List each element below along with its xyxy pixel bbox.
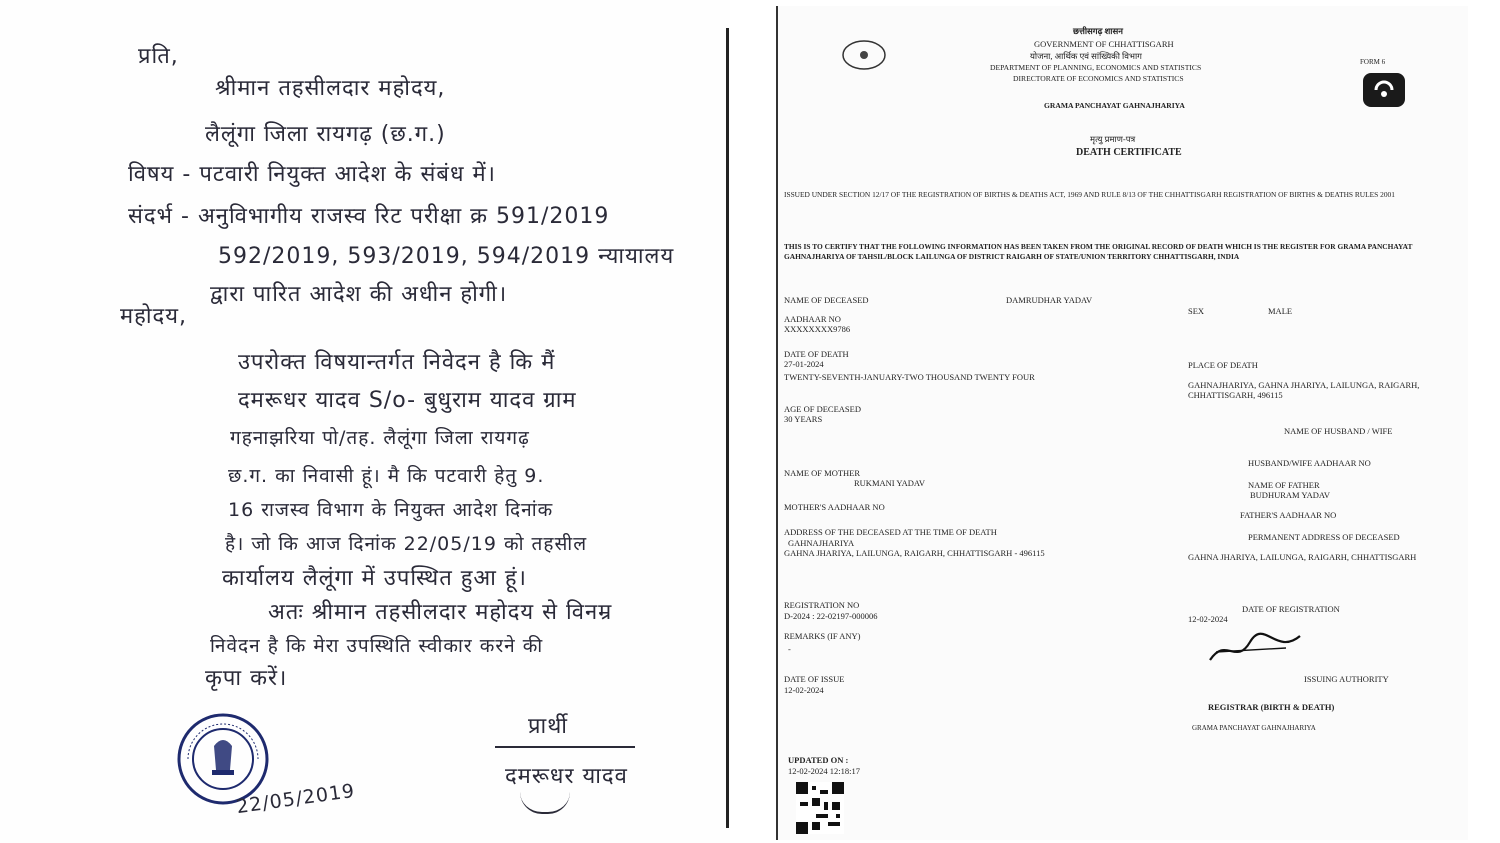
form-number: FORM 6 [1360, 58, 1386, 66]
crs-logo-icon [1362, 72, 1406, 108]
letter-body-line: गहनाझरिया पो/तह. लैलूंगा जिला रायगढ़ [230, 427, 530, 449]
aadhaar-label: AADHAAR NO [784, 314, 841, 324]
hindi-dept: योजना, आर्थिक एवं सांख्यिकी विभाग [1030, 51, 1142, 61]
letter-line: लैलूंगा जिला रायगढ़ (छ.ग.) [205, 122, 446, 147]
letter-body-line: कृपा करें। [205, 666, 288, 691]
date-of-issue-value: 12-02-2024 [784, 685, 824, 695]
updated-on-value: 12-02-2024 12:18:17 [788, 766, 861, 776]
registrar-title: REGISTRAR (BIRTH & DEATH) [1208, 702, 1335, 712]
registration-date-value: 12-02-2024 [1188, 614, 1228, 624]
directorate: DIRECTORATE OF ECONOMICS AND STATISTICS [1013, 74, 1184, 83]
father-value: BUDHURAM YADAV [1250, 490, 1331, 500]
date-of-death-label: DATE OF DEATH [784, 349, 849, 359]
tehsil-office-seal [176, 712, 270, 806]
letter-body-line: उपरोक्त विषयान्तर्गत निवेदन है कि मैं [238, 350, 556, 375]
letter-line: 592/2019, 593/2019, 594/2019 न्यायालय [218, 244, 675, 269]
mother-aadhaar-label: MOTHER'S AADHAAR NO [784, 502, 885, 512]
letter-body-line: दमरूधर यादव S/o- बुधुराम यादव ग्राम [238, 388, 577, 413]
sex-value: MALE [1268, 306, 1293, 316]
mother-value: RUKMANI YADAV [854, 478, 926, 488]
registration-no-value: D-2024 : 22-02197-000006 [784, 611, 878, 621]
hindi-govt-title: छत्तीसगढ़ शासन [1073, 26, 1123, 36]
father-aadhaar-label: FATHER'S AADHAAR NO [1240, 510, 1337, 520]
name-label: NAME OF DECEASED [784, 295, 869, 305]
signature-label: प्रार्थी [528, 714, 568, 739]
letter-line: द्वारा पारित आदेश की अधीन होगी। [210, 282, 508, 307]
issued-under-text: ISSUED UNDER SECTION 12/17 OF THE REGISTRATION OF BIRTHS & DEATHS ACT, 1969 AND RULE 8/13 OF THE CHHATTISGARH REGISTRATION OF BIRTHS & DEATHS RULES 2001 [784, 190, 1395, 199]
place-of-death-value: GAHNAJHARIYA, GAHNA JHARIYA, LAILUNGA, RAIGARH, CHHATTISGARH, 496115 [1188, 380, 1420, 400]
place-of-death-label: PLACE OF DEATH [1188, 360, 1258, 370]
sex-label: SEX [1188, 306, 1205, 316]
registrar-panchayat: GRAMA PANCHAYAT GAHNAJHARIYA [1192, 724, 1316, 732]
registration-date-label: DATE OF REGISTRATION [1242, 604, 1340, 614]
letter-body-line: अतः श्रीमान तहसीलदार महोदय से विनम्र [268, 600, 613, 625]
certificate-title: DEATH CERTIFICATE [1076, 147, 1182, 158]
letter-line: श्रीमान तहसीलदार महोदय, [215, 76, 446, 101]
date-of-issue-label: DATE OF ISSUE [784, 674, 845, 684]
permanent-address-value: GAHNA JHARIYA, LAILUNGA, RAIGARH, CHHATTISGARH [1188, 552, 1417, 562]
letter-body-line: है। जो कि आज दिनांक 22/05/19 को तहसील [225, 533, 588, 555]
letter-body-line: छ.ग. का निवासी हूं। मै कि पटवारी हेतु 9. [228, 465, 545, 487]
date-of-death-value: 27-01-2024 [784, 359, 824, 369]
age-value: 30 YEARS [784, 414, 823, 424]
age-label: AGE OF DECEASED [784, 404, 861, 414]
letter-body-line: 16 राजस्व विभाग के नियुक्त आदेश दिनांक [228, 499, 554, 521]
initial-signature-icon [520, 792, 570, 814]
father-label: NAME OF FATHER [1248, 480, 1320, 490]
mother-label: NAME OF MOTHER [784, 468, 861, 478]
name-value: DAMRUDHAR YADAV [1006, 295, 1093, 305]
letter-salutation: महोदय, [120, 304, 187, 329]
updated-on-label: UPDATED ON : [788, 755, 849, 765]
address-time-label: ADDRESS OF THE DECEASED AT THE TIME OF DEATH [784, 527, 997, 537]
death-certificate [776, 6, 1468, 840]
handwritten-letter [0, 0, 730, 843]
state-emblem-icon [842, 40, 886, 70]
panchayat-name: GRAMA PANCHAYAT GAHNAJHARIYA [1044, 101, 1185, 110]
letter-line: प्रति, [138, 44, 179, 69]
letter-reference: संदर्भ - अनुविभागीय राजस्व रिट परीक्षा क्र 591/2019 [128, 204, 610, 229]
qr-code-icon [796, 782, 844, 834]
remarks-value: - [788, 644, 791, 654]
address-time-value: GAHNAJHARIYA [788, 538, 855, 548]
hindi-certificate-title: मृत्यु प्रमाण-पत्र [1090, 134, 1136, 144]
address-time-value: GAHNA JHARIYA, LAILUNGA, RAIGARH, CHHATTISGARH - 496115 [784, 548, 1045, 558]
letter-subject: विषय - पटवारी नियुक्त आदेश के संबंध में। [128, 162, 496, 187]
date-of-death-words: TWENTY-SEVENTH-JANUARY-TWO THOUSAND TWENTY FOUR [784, 372, 1035, 382]
registration-no-label: REGISTRATION NO [784, 600, 860, 610]
issuing-authority-label: ISSUING AUTHORITY [1304, 674, 1389, 684]
aadhaar-value: XXXXXXXX9786 [784, 324, 851, 334]
registrar-signature-icon [1206, 626, 1306, 670]
signature-rule [495, 746, 635, 748]
signature-name: दमरूधर यादव [505, 764, 628, 789]
permanent-address-label: PERMANENT ADDRESS OF DECEASED [1248, 532, 1400, 542]
spouse-aadhaar-label: HUSBAND/WIFE AADHAAR NO [1248, 458, 1371, 468]
stamp-date: 22/05/2019 [235, 779, 357, 819]
certification-text: THIS IS TO CERTIFY THAT THE FOLLOWING INFORMATION HAS BEEN TAKEN FROM THE ORIGINAL RECORD OF DEATH WHICH IS THE REGISTER FOR GRAMA PANCHAYAT GAHNAJHARIYA OF TAHSIL/BLOCK LAILUNGA OF DISTRICT RAIGARH OF STATE/UNION TERRITORY CHHATTISGARH, INDIA [784, 242, 1413, 261]
remarks-label: REMARKS (IF ANY) [784, 631, 861, 641]
letter-body-line: कार्यालय लैलूंगा में उपस्थित हुआ हूं। [222, 566, 527, 591]
spouse-label: NAME OF HUSBAND / WIFE [1284, 426, 1393, 436]
department: DEPARTMENT OF PLANNING, ECONOMICS AND STATISTICS [990, 63, 1202, 72]
govt-title: GOVERNMENT OF CHHATTISGARH [1034, 39, 1174, 49]
image-divider [726, 28, 729, 828]
letter-body-line: निवेदन है कि मेरा उपस्थिति स्वीकार करने की [210, 635, 544, 657]
